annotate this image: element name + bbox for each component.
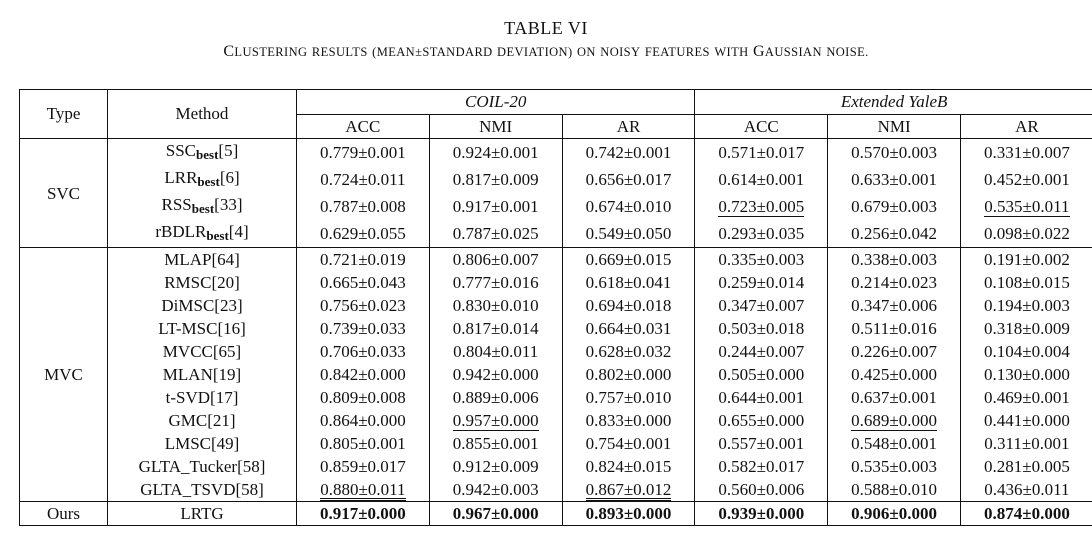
value-text: 0.318±0.009 (983, 319, 1070, 338)
method-name: LT-MSC (158, 319, 218, 338)
value-cell (695, 386, 828, 409)
value-text: 0.724±0.011 (320, 170, 406, 189)
value-cell (297, 271, 430, 294)
value-text: 0.742±0.001 (585, 143, 672, 162)
method-name: GLTA_Tucker (138, 457, 238, 476)
value-text: 0.867±0.012 (585, 480, 672, 499)
value-text: 0.335±0.003 (718, 250, 805, 269)
value-cell (297, 317, 430, 340)
value-text: 0.098±0.022 (983, 224, 1070, 243)
value-cell (695, 340, 828, 363)
value-cell (695, 455, 828, 478)
table-row (20, 409, 1092, 432)
table-row (20, 248, 1092, 272)
value-text: 0.293±0.035 (718, 224, 805, 243)
value-text: 0.833±0.000 (585, 411, 672, 430)
method-name: LMSC (164, 434, 211, 453)
method-reference: [58] (237, 457, 266, 476)
table-row (20, 220, 1092, 248)
value-cell (562, 363, 695, 386)
value-text: 0.664±0.031 (585, 319, 672, 338)
table-row (20, 139, 1092, 167)
method-cell (108, 432, 297, 455)
method-reference: [65] (212, 342, 242, 361)
value-text: 0.779±0.001 (319, 143, 406, 162)
value-text: 0.689±0.000 (851, 411, 938, 430)
value-cell (297, 340, 430, 363)
table-row (20, 271, 1092, 294)
method-reference: [21] (207, 411, 236, 430)
value-text: 0.777±0.016 (452, 273, 539, 292)
value-text: 0.104±0.004 (983, 342, 1070, 361)
value-text: 0.679±0.003 (851, 197, 938, 216)
table-number: TABLE VI (504, 18, 588, 38)
value-text: 0.842±0.000 (319, 365, 406, 384)
value-text: 0.957±0.000 (452, 411, 539, 430)
value-text: 0.452±0.001 (983, 170, 1070, 189)
value-cell (828, 248, 961, 272)
value-cell (429, 386, 562, 409)
header-type: Type (20, 90, 108, 139)
method-cell (108, 363, 297, 386)
value-cell (961, 432, 1092, 455)
method-cell (108, 248, 297, 272)
value-cell (695, 478, 828, 502)
header-metric: ACC (695, 115, 828, 139)
method-name: LRR (164, 168, 198, 187)
method-cell (108, 386, 297, 409)
value-text: 0.226±0.007 (851, 342, 938, 361)
value-cell (695, 139, 828, 167)
method-reference: [20] (211, 273, 240, 292)
table-row (20, 294, 1092, 317)
value-cell (562, 317, 695, 340)
value-cell (429, 193, 562, 220)
value-text: 0.560±0.006 (718, 480, 805, 499)
method-cell (108, 502, 297, 526)
value-text: 0.108±0.015 (983, 273, 1070, 292)
table-row (20, 432, 1092, 455)
value-text: 0.130±0.000 (983, 365, 1070, 384)
value-text: 0.665±0.043 (319, 273, 406, 292)
method-cell (108, 455, 297, 478)
method-name: t-SVD (165, 388, 211, 407)
value-text: 0.917±0.001 (452, 197, 539, 216)
value-cell (695, 317, 828, 340)
value-cell (961, 409, 1092, 432)
value-text: 0.214±0.023 (851, 273, 938, 292)
value-cell (961, 193, 1092, 220)
method-subscript: best (196, 147, 219, 162)
value-text: 0.311±0.001 (984, 434, 1070, 453)
value-cell (828, 294, 961, 317)
value-text: 0.425±0.000 (851, 365, 938, 384)
value-text: 0.754±0.001 (585, 434, 672, 453)
value-cell (562, 478, 695, 502)
value-cell (562, 271, 695, 294)
method-cell (108, 340, 297, 363)
value-text: 0.535±0.011 (984, 197, 1070, 216)
method-reference: [16] (217, 319, 246, 338)
value-cell (562, 248, 695, 272)
table-row (20, 386, 1092, 409)
table-caption (0, 43, 1092, 61)
method-subscript: best (197, 174, 220, 189)
results-table (19, 89, 1092, 526)
value-text: 0.331±0.007 (983, 143, 1070, 162)
value-cell (297, 294, 430, 317)
method-name: MVCC (162, 342, 213, 361)
header-method: Method (108, 90, 297, 139)
value-cell (961, 317, 1092, 340)
value-cell (562, 455, 695, 478)
value-text: 0.637±0.001 (851, 388, 938, 407)
method-reference: [23] (214, 296, 243, 315)
method-reference: [64] (211, 250, 240, 269)
results-body (20, 139, 1092, 526)
value-cell (828, 166, 961, 193)
value-text: 0.644±0.001 (718, 388, 805, 407)
value-text: 0.588±0.010 (851, 480, 938, 499)
table-row (20, 363, 1092, 386)
value-cell (429, 294, 562, 317)
value-text: 0.614±0.001 (718, 170, 805, 189)
value-text: 0.924±0.001 (452, 143, 539, 162)
table-row (20, 193, 1092, 220)
value-cell (297, 502, 430, 526)
value-cell (961, 386, 1092, 409)
value-text: 0.939±0.000 (718, 504, 805, 523)
value-text: 0.817±0.009 (452, 170, 539, 189)
method-cell (108, 409, 297, 432)
value-cell (562, 193, 695, 220)
value-cell (429, 271, 562, 294)
value-text: 0.259±0.014 (718, 273, 805, 292)
value-text: 0.880±0.011 (320, 480, 406, 499)
value-text: 0.830±0.010 (452, 296, 539, 315)
value-cell (429, 478, 562, 502)
value-cell (297, 478, 430, 502)
value-text: 0.694±0.018 (585, 296, 672, 315)
value-cell (828, 193, 961, 220)
value-cell (429, 248, 562, 272)
value-cell (828, 340, 961, 363)
value-cell (961, 220, 1092, 248)
value-text: 0.893±0.000 (585, 504, 672, 523)
method-name: MLAP (164, 250, 212, 269)
value-cell (961, 478, 1092, 502)
value-cell (297, 409, 430, 432)
method-cell (108, 220, 297, 248)
method-cell (108, 271, 297, 294)
value-text: 0.942±0.003 (452, 480, 539, 499)
table-caption-text: CLUSTERING RESULTS (MEAN±STANDARD DEVIATION) ON NOISY FEATURES WITH GAUSSIAN NOISE. (223, 43, 869, 60)
value-text: 0.535±0.003 (851, 457, 938, 476)
value-text: 0.855±0.001 (452, 434, 539, 453)
value-text: 0.656±0.017 (585, 170, 672, 189)
value-cell (429, 317, 562, 340)
value-text: 0.191±0.002 (983, 250, 1070, 269)
table-row (20, 166, 1092, 193)
value-cell (961, 363, 1092, 386)
value-cell (961, 271, 1092, 294)
value-cell (695, 166, 828, 193)
method-reference: [4] (228, 222, 249, 241)
method-cell (108, 478, 297, 502)
method-reference: [6] (219, 168, 240, 187)
value-cell (562, 139, 695, 167)
method-cell (108, 139, 297, 167)
value-cell (695, 248, 828, 272)
header-metric: AR (961, 115, 1092, 139)
value-text: 0.629±0.055 (319, 224, 406, 243)
value-cell (297, 432, 430, 455)
method-subscript: best (206, 228, 229, 243)
value-cell (828, 432, 961, 455)
group-type-cell: Ours (20, 502, 108, 526)
value-cell (562, 386, 695, 409)
value-text: 0.706±0.033 (319, 342, 406, 361)
group-type-cell: MVC (20, 248, 108, 502)
value-cell (562, 220, 695, 248)
value-text: 0.802±0.000 (585, 365, 672, 384)
value-text: 0.655±0.000 (718, 411, 805, 430)
method-name: GMC (168, 411, 208, 430)
value-cell (695, 294, 828, 317)
value-text: 0.194±0.003 (983, 296, 1070, 315)
method-cell (108, 193, 297, 220)
value-text: 0.549±0.050 (585, 224, 672, 243)
group-type-cell: SVC (20, 139, 108, 248)
method-reference: [5] (218, 141, 239, 160)
value-text: 0.757±0.010 (585, 388, 672, 407)
method-reference: [49] (210, 434, 240, 453)
value-text: 0.809±0.008 (319, 388, 406, 407)
value-text: 0.889±0.006 (452, 388, 539, 407)
value-cell (429, 502, 562, 526)
value-cell (828, 271, 961, 294)
value-cell (429, 220, 562, 248)
value-text: 0.824±0.015 (585, 457, 672, 476)
table-row (20, 317, 1092, 340)
value-text: 0.347±0.006 (851, 296, 938, 315)
value-text: 0.723±0.005 (718, 197, 805, 216)
value-text: 0.347±0.007 (718, 296, 805, 315)
value-cell (297, 220, 430, 248)
method-name: DiMSC (161, 296, 215, 315)
value-text: 0.864±0.000 (319, 411, 406, 430)
value-cell (695, 409, 828, 432)
value-cell (828, 317, 961, 340)
value-text: 0.721±0.019 (319, 250, 406, 269)
value-text: 0.441±0.000 (983, 411, 1070, 430)
value-cell (429, 409, 562, 432)
value-cell (961, 248, 1092, 272)
value-text: 0.756±0.023 (319, 296, 406, 315)
value-cell (695, 220, 828, 248)
value-text: 0.804±0.011 (453, 342, 539, 361)
value-text: 0.942±0.000 (452, 365, 539, 384)
value-text: 0.618±0.041 (585, 273, 672, 292)
header-metric: ACC (297, 115, 430, 139)
value-cell (429, 166, 562, 193)
method-cell (108, 317, 297, 340)
table-row (20, 340, 1092, 363)
method-name: GLTA_TSVD (140, 480, 236, 499)
value-cell (297, 139, 430, 167)
value-cell (828, 386, 961, 409)
value-cell (562, 502, 695, 526)
value-cell (961, 166, 1092, 193)
table-row (20, 455, 1092, 478)
value-text: 0.817±0.014 (452, 319, 539, 338)
method-reference: [19] (212, 365, 242, 384)
method-reference: [17] (210, 388, 239, 407)
value-text: 0.511±0.016 (851, 319, 937, 338)
value-text: 0.628±0.032 (585, 342, 672, 361)
method-name: MLAN (162, 365, 213, 384)
header-metric: NMI (429, 115, 562, 139)
value-cell (961, 455, 1092, 478)
method-name: LRTG (180, 504, 224, 523)
value-cell (429, 363, 562, 386)
method-reference: [33] (214, 195, 243, 214)
header-metric: AR (562, 115, 695, 139)
value-cell (828, 220, 961, 248)
value-text: 0.674±0.010 (585, 197, 672, 216)
value-text: 0.787±0.008 (319, 197, 406, 216)
value-cell (961, 502, 1092, 526)
value-cell (297, 248, 430, 272)
value-cell (297, 193, 430, 220)
value-text: 0.906±0.000 (851, 504, 938, 523)
method-name: rBDLR (155, 222, 207, 241)
method-cell (108, 166, 297, 193)
value-cell (429, 455, 562, 478)
value-cell (562, 166, 695, 193)
header-metric: NMI (828, 115, 961, 139)
value-cell (695, 363, 828, 386)
value-text: 0.281±0.005 (983, 457, 1070, 476)
value-cell (961, 340, 1092, 363)
value-cell (562, 432, 695, 455)
value-text: 0.557±0.001 (718, 434, 805, 453)
value-cell (429, 139, 562, 167)
method-cell (108, 294, 297, 317)
value-text: 0.570±0.003 (851, 143, 938, 162)
value-cell (562, 409, 695, 432)
value-text: 0.571±0.017 (718, 143, 805, 162)
value-cell (828, 409, 961, 432)
value-text: 0.806±0.007 (452, 250, 539, 269)
value-text: 0.256±0.042 (851, 224, 938, 243)
value-text: 0.967±0.000 (452, 504, 539, 523)
table-row (20, 502, 1092, 526)
value-text: 0.805±0.001 (319, 434, 406, 453)
value-cell (828, 502, 961, 526)
value-cell (297, 166, 430, 193)
value-text: 0.912±0.009 (452, 457, 539, 476)
value-cell (695, 432, 828, 455)
value-cell (297, 386, 430, 409)
value-text: 0.633±0.001 (851, 170, 938, 189)
value-text: 0.874±0.000 (983, 504, 1070, 523)
value-text: 0.244±0.007 (718, 342, 805, 361)
value-text: 0.505±0.000 (718, 365, 805, 384)
table-row (20, 478, 1092, 502)
value-text: 0.787±0.025 (452, 224, 539, 243)
value-text: 0.469±0.001 (983, 388, 1070, 407)
method-name: RSS (161, 195, 192, 214)
value-cell (961, 139, 1092, 167)
method-name: RMSC (164, 273, 212, 292)
value-cell (961, 294, 1092, 317)
value-cell (828, 455, 961, 478)
header-dataset-coil20: COIL-20 (297, 90, 695, 115)
value-text: 0.548±0.001 (851, 434, 938, 453)
value-cell (297, 363, 430, 386)
value-cell (297, 455, 430, 478)
method-subscript: best (191, 201, 215, 216)
value-cell (695, 271, 828, 294)
value-cell (429, 432, 562, 455)
value-text: 0.859±0.017 (319, 457, 406, 476)
value-cell (562, 340, 695, 363)
value-text: 0.917±0.000 (319, 504, 406, 523)
value-cell (828, 478, 961, 502)
value-text: 0.436±0.011 (984, 480, 1070, 499)
value-cell (562, 294, 695, 317)
value-text: 0.739±0.033 (319, 319, 406, 338)
value-text: 0.669±0.015 (585, 250, 672, 269)
value-text: 0.582±0.017 (718, 457, 805, 476)
value-cell (828, 363, 961, 386)
value-cell (828, 139, 961, 167)
method-name: SSC (165, 141, 197, 160)
value-cell (695, 502, 828, 526)
value-text: 0.503±0.018 (718, 319, 805, 338)
header-dataset-yaleb: Extended YaleB (840, 92, 948, 111)
value-text: 0.338±0.003 (851, 250, 938, 269)
value-cell (429, 340, 562, 363)
method-reference: [58] (235, 480, 264, 499)
value-cell (695, 193, 828, 220)
